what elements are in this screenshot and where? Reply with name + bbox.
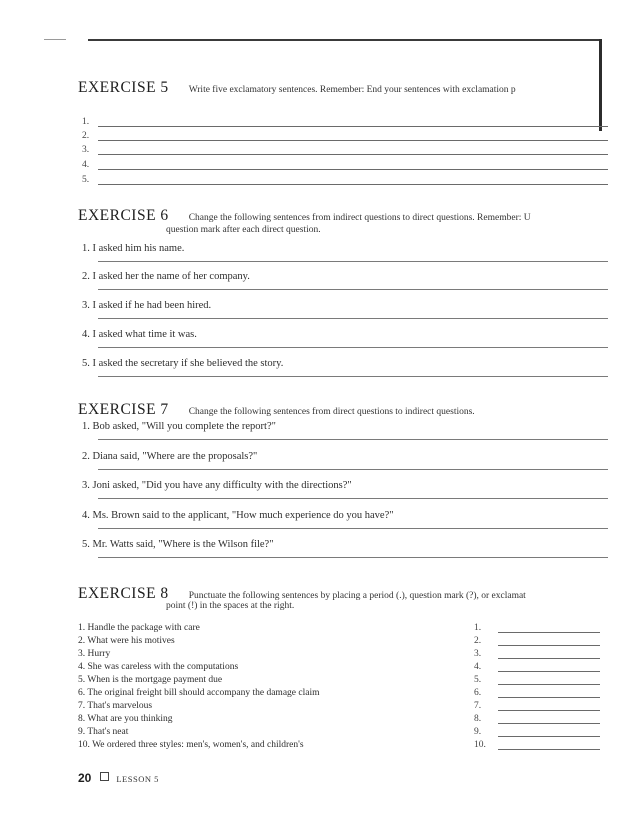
exercise-5-header — [78, 79, 516, 97]
exercise-7-header — [78, 401, 475, 419]
answer-blank[interactable] — [98, 169, 608, 170]
answer-blank[interactable] — [98, 347, 608, 348]
sentence-row — [78, 510, 608, 534]
punctuation-row — [78, 662, 608, 675]
punctuation-sentence: 3. Hurry — [78, 649, 111, 659]
answer-blank[interactable] — [498, 632, 600, 633]
exercise-5-instruction: Write five exclamatory sentences. Remember: End your sentences with exclamation p — [188, 85, 516, 95]
sentence-text: 1. I asked him his name. — [82, 243, 185, 254]
answer-row — [78, 117, 608, 131]
answer-number: 2. — [82, 131, 90, 141]
punctuation-sentence: 6. The original freight bill should accompany the damage claim — [78, 688, 320, 698]
punctuation-sentence: 5. When is the mortgage payment due — [78, 675, 223, 685]
punctuation-sentence: 4. She was careless with the computations — [78, 662, 239, 672]
answer-blank[interactable] — [98, 261, 608, 262]
square-icon — [100, 772, 109, 781]
answer-number: 3. — [474, 649, 482, 659]
punctuation-sentence: 10. We ordered three styles: men's, women's, and children's — [78, 740, 304, 750]
answer-blank[interactable] — [98, 498, 608, 499]
punctuation-row — [78, 688, 608, 701]
sentence-row — [78, 421, 608, 445]
exercise-6-header — [78, 207, 531, 225]
exercise-8-instruction-line2: point (!) in the spaces at the right. — [166, 601, 295, 611]
answer-blank[interactable] — [98, 557, 608, 558]
sentence-text: 4. I asked what time it was. — [82, 329, 197, 340]
punctuation-row — [78, 649, 608, 662]
sentence-row — [78, 539, 608, 563]
answer-blank[interactable] — [498, 697, 600, 698]
sentence-row — [78, 358, 608, 382]
answer-blank[interactable] — [98, 140, 608, 141]
answer-blank[interactable] — [98, 184, 608, 185]
answer-number: 2. — [474, 636, 482, 646]
answer-number: 6. — [474, 688, 482, 698]
sentence-row — [78, 300, 608, 324]
sentence-text: 5. I asked the secretary if she believed the story. — [82, 358, 284, 369]
punctuation-row — [78, 701, 608, 714]
sentence-text: 2. Diana said, "Where are the proposals?" — [82, 451, 258, 462]
top-rule-fragment — [44, 39, 66, 40]
punctuation-row — [78, 714, 608, 727]
lesson-label: LESSON 5 — [116, 774, 159, 784]
answer-blank[interactable] — [498, 736, 600, 737]
answer-blank[interactable] — [98, 469, 608, 470]
answer-blank[interactable] — [98, 318, 608, 319]
answer-number: 4. — [474, 662, 482, 672]
sentence-text: 3. I asked if he had been hired. — [82, 300, 212, 311]
punctuation-sentence: 8. What are you thinking — [78, 714, 173, 724]
answer-blank[interactable] — [98, 439, 608, 440]
answer-blank[interactable] — [98, 154, 608, 155]
answer-row — [78, 175, 608, 189]
answer-blank[interactable] — [498, 671, 600, 672]
sentence-text: 2. I asked her the name of her company. — [82, 271, 250, 282]
page-footer — [78, 769, 159, 787]
punctuation-row — [78, 727, 608, 740]
answer-number: 1. — [474, 623, 482, 633]
sentence-row — [78, 243, 608, 267]
exercise-7-instruction: Change the following sentences from direct questions to indirect questions. — [188, 407, 475, 417]
answer-row — [78, 160, 608, 174]
answer-number: 7. — [474, 701, 482, 711]
answer-blank[interactable] — [98, 376, 608, 377]
answer-number: 8. — [474, 714, 482, 724]
punctuation-sentence: 9. That's neat — [78, 727, 129, 737]
punctuation-row — [78, 675, 608, 688]
answer-blank[interactable] — [98, 126, 608, 127]
answer-number: 5. — [82, 175, 90, 185]
punctuation-row — [78, 623, 608, 636]
exercise-6-instruction-line2: question mark after each direct question. — [166, 225, 321, 235]
answer-blank[interactable] — [498, 749, 600, 750]
sentence-row — [78, 480, 608, 504]
answer-blank[interactable] — [498, 658, 600, 659]
exercise-7-title: EXERCISE 7 — [78, 401, 169, 418]
answer-blank[interactable] — [498, 723, 600, 724]
top-rule — [88, 39, 600, 41]
answer-blank[interactable] — [498, 645, 600, 646]
exercise-5-title: EXERCISE 5 — [78, 79, 169, 96]
answer-row — [78, 131, 608, 145]
answer-number: 10. — [474, 740, 486, 750]
sentence-row — [78, 271, 608, 295]
exercise-6-instruction-line1: Change the following sentences from indirect questions to direct questions. Remember: U — [188, 213, 531, 223]
answer-number: 5. — [474, 675, 482, 685]
sentence-text: 4. Ms. Brown said to the applicant, "How much experience do you have?" — [82, 510, 394, 521]
exercise-6-title: EXERCISE 6 — [78, 207, 169, 224]
page-number: 20 — [78, 771, 92, 785]
answer-row — [78, 145, 608, 159]
answer-number: 3. — [82, 145, 90, 155]
punctuation-sentence: 2. What were his motives — [78, 636, 175, 646]
sentence-text: 5. Mr. Watts said, "Where is the Wilson file?" — [82, 539, 274, 550]
sentence-text: 3. Joni asked, "Did you have any difficulty with the directions?" — [82, 480, 352, 491]
answer-blank[interactable] — [98, 528, 608, 529]
punctuation-sentence: 1. Handle the package with care — [78, 623, 200, 633]
exercise-8-header — [78, 585, 526, 603]
exercise-8-title: EXERCISE 8 — [78, 585, 169, 602]
sentence-row — [78, 451, 608, 475]
answer-number: 1. — [82, 117, 90, 127]
answer-number: 4. — [82, 160, 90, 170]
answer-blank[interactable] — [498, 710, 600, 711]
punctuation-row — [78, 740, 608, 753]
answer-blank[interactable] — [498, 684, 600, 685]
sentence-text: 1. Bob asked, "Will you complete the report?" — [82, 421, 276, 432]
exercise-8-instruction-line1: Punctuate the following sentences by placing a period (.), question mark (?), or exclamat — [188, 591, 526, 601]
punctuation-row — [78, 636, 608, 649]
punctuation-sentence: 7. That's marvelous — [78, 701, 153, 711]
sentence-row — [78, 329, 608, 353]
answer-number: 9. — [474, 727, 482, 737]
answer-blank[interactable] — [98, 289, 608, 290]
